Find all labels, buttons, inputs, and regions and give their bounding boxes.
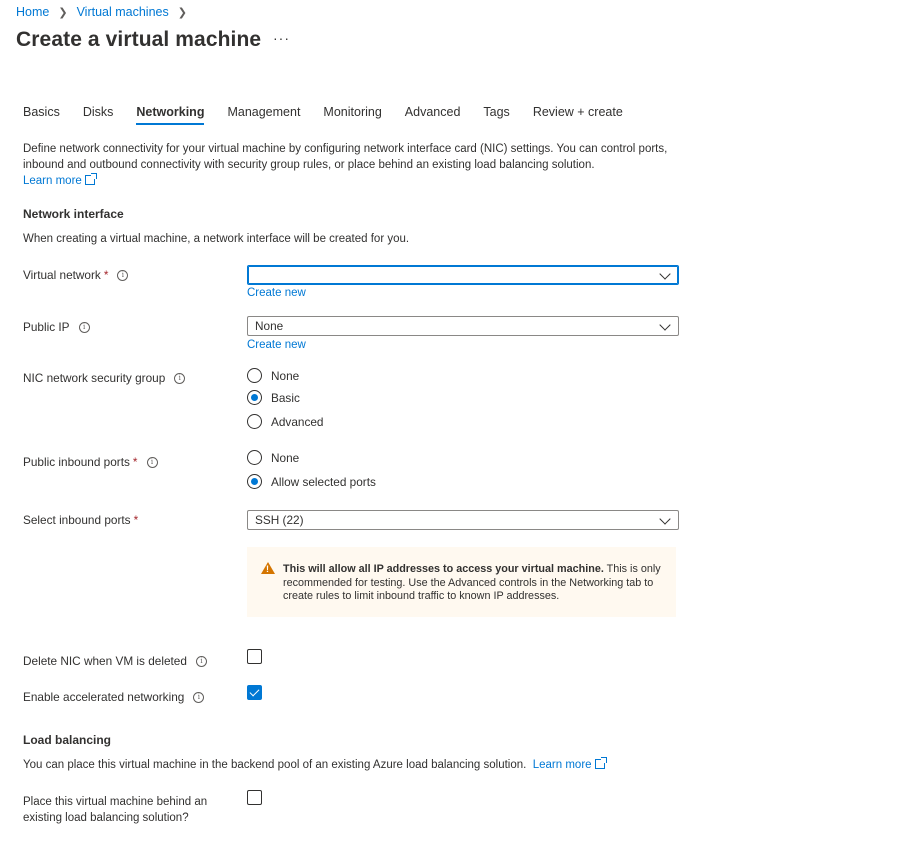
radio-button[interactable]: [247, 474, 262, 489]
virtual-network-dropdown[interactable]: [247, 265, 679, 285]
virtual-network-label: Virtual network * i: [23, 268, 128, 282]
load-balancing-learn-more-link[interactable]: Learn more: [533, 759, 605, 771]
radio-button[interactable]: [247, 414, 262, 429]
select-inbound-ports-dropdown[interactable]: SSH (22): [247, 510, 679, 530]
load-balancing-checkbox[interactable]: [247, 790, 262, 805]
external-link-icon: [85, 175, 95, 185]
load-balancing-place-label: Place this virtual machine behind an existing load balancing solution?: [23, 796, 208, 824]
tab-review-create[interactable]: Review + create: [532, 105, 623, 119]
tab-advanced[interactable]: Advanced: [404, 105, 461, 119]
tab-networking[interactable]: Networking: [136, 105, 204, 125]
chevron-right-icon: ❯: [58, 6, 68, 19]
public-inbound-option-none[interactable]: None: [247, 450, 299, 465]
info-icon[interactable]: i: [79, 322, 90, 333]
warning-message-bar: [247, 547, 676, 617]
required-asterisk: *: [133, 513, 139, 527]
chevron-down-icon: [659, 513, 670, 524]
info-icon[interactable]: i: [117, 270, 128, 281]
tab-disks[interactable]: Disks: [82, 105, 114, 119]
load-balancing-description: You can place this virtual machine in the backend pool of an existing Azure load balancing solution. Learn more: [23, 758, 605, 771]
external-link-icon: [595, 759, 605, 769]
more-options-button[interactable]: ···: [273, 30, 290, 46]
public-inbound-ports-label: Public inbound ports * i: [23, 455, 158, 469]
nic-nsg-option-basic[interactable]: Basic: [247, 390, 300, 405]
accelerated-networking-checkbox[interactable]: [247, 685, 262, 700]
info-icon[interactable]: i: [196, 656, 207, 667]
info-icon[interactable]: i: [147, 457, 158, 468]
tab-basics[interactable]: Basics: [23, 105, 60, 119]
select-inbound-ports-label: Select inbound ports *: [23, 513, 139, 527]
radio-button[interactable]: [247, 450, 262, 465]
public-inbound-option-allow-selected[interactable]: Allow selected ports: [247, 474, 376, 489]
tab-bar: [23, 105, 646, 125]
learn-more-link[interactable]: Learn more: [23, 175, 95, 187]
delete-nic-label: Delete NIC when VM is deleted i: [23, 654, 207, 668]
required-asterisk: *: [103, 268, 109, 282]
network-interface-description: When creating a virtual machine, a network interface will be created for you.: [23, 233, 410, 245]
tab-management[interactable]: Management: [227, 105, 301, 119]
info-icon[interactable]: i: [193, 692, 204, 703]
tab-monitoring[interactable]: Monitoring: [323, 105, 382, 119]
page-title: Create a virtual machine: [16, 28, 262, 51]
warning-text: This will allow all IP addresses to access your virtual machine. This is only recommended for testing. Use the Advanced controls in the Networking tab to create rules to limit inbound traffic to known IP addresses.: [283, 563, 661, 602]
public-ip-label: Public IP i: [23, 320, 90, 334]
breadcrumb-virtual-machines-link[interactable]: Virtual machines: [76, 5, 169, 19]
chevron-right-icon: ❯: [177, 6, 187, 19]
chevron-down-icon: [659, 319, 670, 330]
intro-text: Define network connectivity for your virtual machine by configuring network interface card (NIC) settings. You can control ports, inbound and outbound connectivity with security group rules, or place behind an existing load balancing solution.: [23, 143, 668, 171]
virtual-network-create-new-link[interactable]: Create new: [247, 287, 306, 299]
public-ip-create-new-link[interactable]: Create new: [247, 339, 306, 351]
nic-nsg-option-none[interactable]: None: [247, 368, 299, 383]
chevron-down-icon: [659, 268, 670, 279]
intro-description: [23, 141, 693, 189]
delete-nic-checkbox[interactable]: [247, 649, 262, 664]
public-ip-dropdown[interactable]: None: [247, 316, 679, 336]
info-icon[interactable]: i: [174, 373, 185, 384]
warning-icon: !: [261, 562, 275, 574]
load-balancing-heading: Load balancing: [23, 733, 112, 747]
breadcrumb: [16, 5, 196, 19]
network-interface-heading: Network interface: [23, 207, 124, 221]
breadcrumb-home-link[interactable]: Home: [16, 5, 50, 19]
accelerated-networking-label: Enable accelerated networking i: [23, 690, 204, 704]
required-asterisk: *: [132, 455, 138, 469]
tab-tags[interactable]: Tags: [483, 105, 510, 119]
radio-button[interactable]: [247, 368, 262, 383]
radio-button[interactable]: [247, 390, 262, 405]
nic-nsg-label: NIC network security group i: [23, 371, 185, 385]
nic-nsg-option-advanced[interactable]: Advanced: [247, 414, 323, 429]
